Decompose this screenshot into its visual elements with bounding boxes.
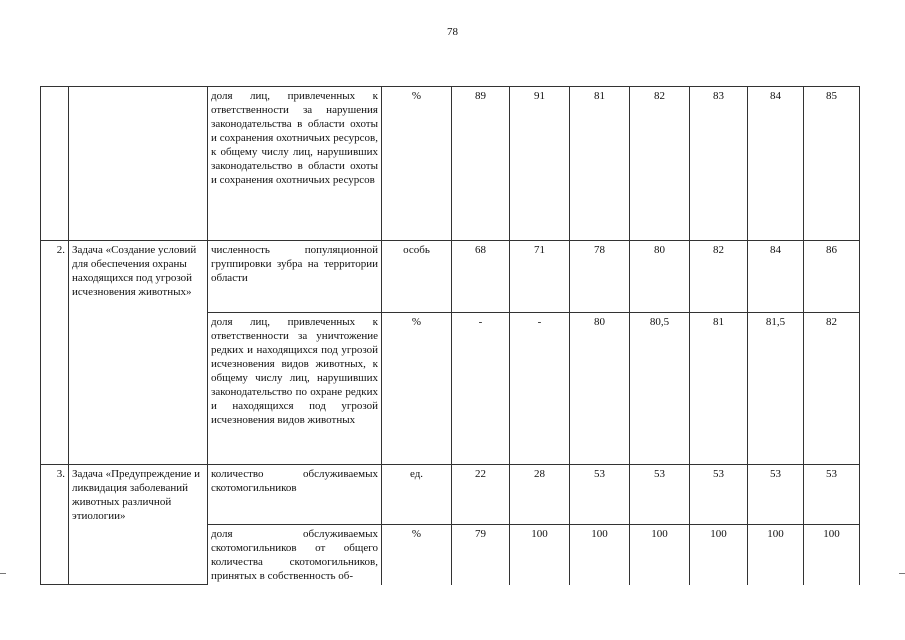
row-number: 3. [41, 465, 69, 585]
value-cell: 83 [690, 87, 748, 241]
row-number [41, 87, 69, 241]
value-cell: 28 [510, 465, 570, 525]
unit: % [382, 525, 452, 585]
value-cell: 89 [452, 87, 510, 241]
value-cell: 100 [630, 525, 690, 585]
table-row [41, 241, 860, 313]
value-cell: 100 [570, 525, 630, 585]
unit: ед. [382, 465, 452, 525]
value-cell: 80 [570, 313, 630, 465]
table-row [41, 87, 860, 241]
indicator-name: количество обслуживаемых скотомогильников [208, 465, 382, 525]
value-cell: 22 [452, 465, 510, 525]
value-cell: 53 [570, 465, 630, 525]
indicator-name: доля обслуживаемых скотомогильников от общего количества скотомогильников, принятых в собственность об- [208, 525, 382, 585]
value-cell: 53 [804, 465, 860, 525]
indicator-name: доля лиц, привлеченных к ответственности за нарушения законодательства в области охоты и сохранения охотничьих ресурсов, к общему числу лиц, нарушивших законодательство в области охоты и сохранения охотничьих ресурсов [208, 87, 382, 241]
page-number: 78 [447, 26, 458, 38]
value-cell: 86 [804, 241, 860, 313]
value-cell: 71 [510, 241, 570, 313]
value-cell: 85 [804, 87, 860, 241]
margin-mark-right [899, 573, 905, 574]
value-cell: 82 [690, 241, 748, 313]
value-cell: 68 [452, 241, 510, 313]
value-cell: 78 [570, 241, 630, 313]
value-cell: 53 [748, 465, 804, 525]
indicator-name: доля лиц, привлеченных к ответственности за уничтожение редких и находящихся под угрозой исчезновения видов животных, к общему числу лиц, нарушивших законодательство по охране редких и находящихся под угрозой исчезновения видов животных [208, 313, 382, 465]
value-cell: 84 [748, 241, 804, 313]
row-number: 2. [41, 241, 69, 465]
value-cell: 80 [630, 241, 690, 313]
value-cell: 100 [804, 525, 860, 585]
value-cell: 81 [570, 87, 630, 241]
value-cell: 91 [510, 87, 570, 241]
unit: особь [382, 241, 452, 313]
value-cell: 81,5 [748, 313, 804, 465]
value-cell: - [510, 313, 570, 465]
value-cell: 80,5 [630, 313, 690, 465]
value-cell: 84 [748, 87, 804, 241]
value-cell: 100 [510, 525, 570, 585]
unit: % [382, 87, 452, 241]
task-name: Задача «Создание условий для обеспечения охраны находящихся под угрозой исчезновения животных» [69, 241, 208, 465]
value-cell: 100 [690, 525, 748, 585]
task-name [69, 87, 208, 241]
value-cell: 100 [748, 525, 804, 585]
task-name: Задача «Предупреждение и ликвидация заболеваний животных различной этиологии» [69, 465, 208, 585]
value-cell: - [452, 313, 510, 465]
value-cell: 53 [630, 465, 690, 525]
indicator-name: численность популяционной группировки зубра на территории области [208, 241, 382, 313]
value-cell: 82 [804, 313, 860, 465]
table-row [41, 465, 860, 525]
unit: % [382, 313, 452, 465]
margin-mark-left [0, 573, 6, 574]
value-cell: 53 [690, 465, 748, 525]
value-cell: 81 [690, 313, 748, 465]
indicators-table [40, 86, 860, 585]
value-cell: 79 [452, 525, 510, 585]
value-cell: 82 [630, 87, 690, 241]
